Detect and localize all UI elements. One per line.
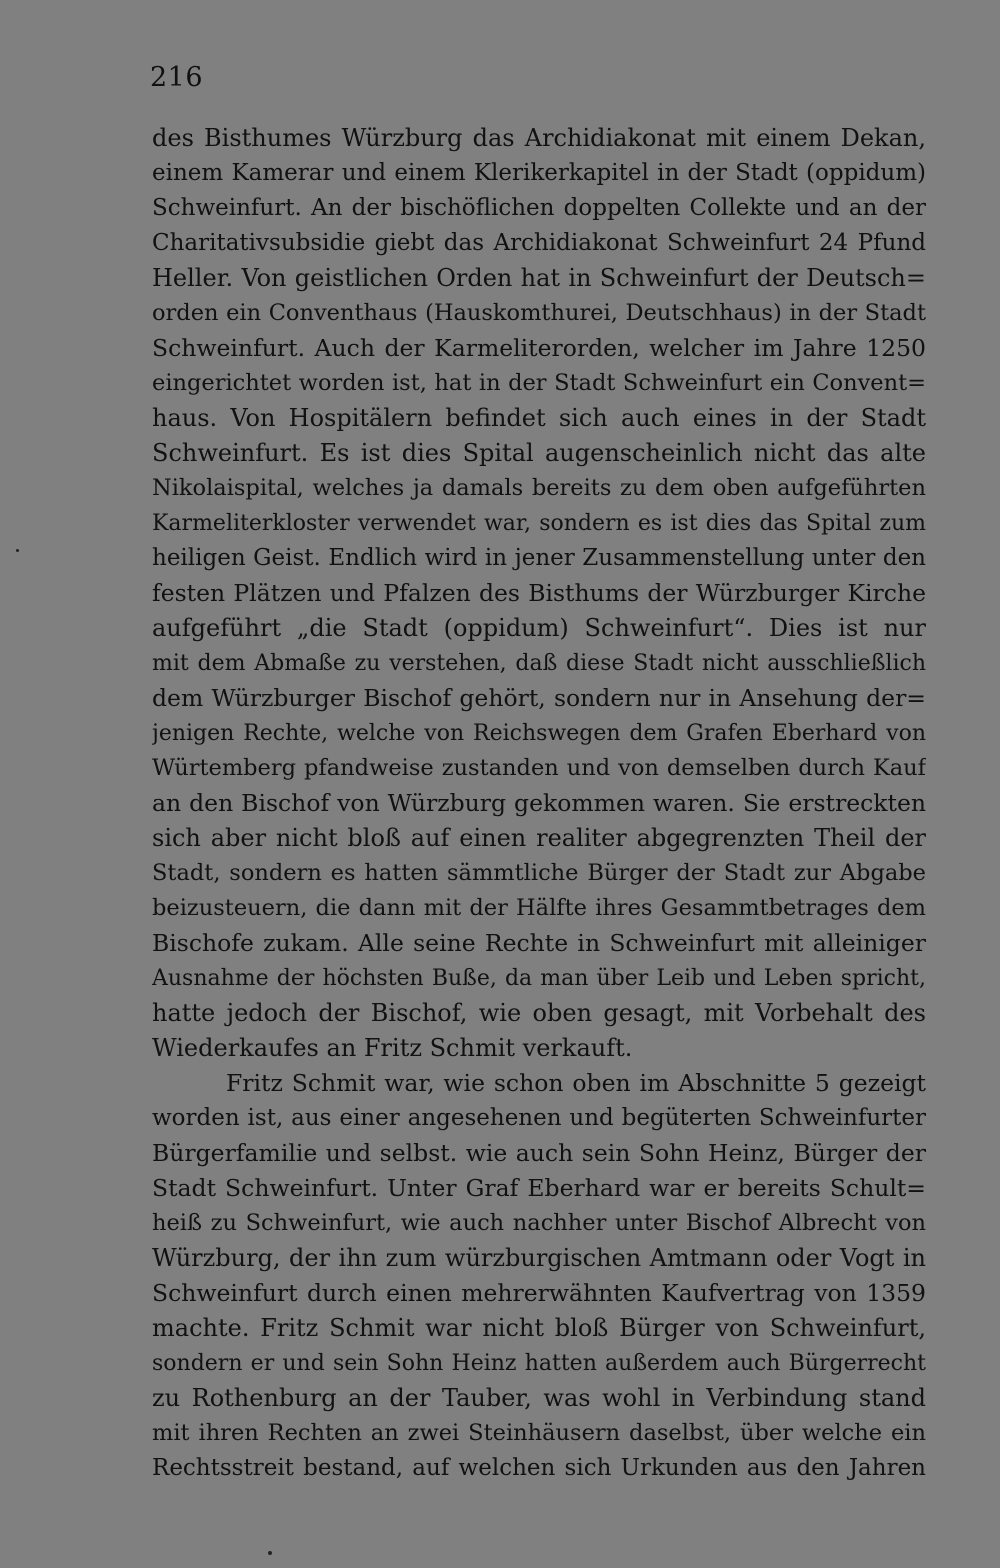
text-line: jenigen Rechte, welche von Reichswegen dem Grafen Eberhard von bbox=[152, 721, 926, 746]
text-line: Würzburg, der ihn zum würzburgischen Amtmann oder Vogt in bbox=[152, 1244, 926, 1272]
text-line: Charitativsubsidie giebt das Archidiakonat Schweinfurt 24 Pfund bbox=[152, 230, 926, 256]
text-line: Rechtsstreit bestand, auf welchen sich Urkunden aus den Jahren bbox=[152, 1455, 926, 1481]
text-line: mit dem Abmaße zu verstehen, daß diese Stadt nicht ausschließlich bbox=[152, 651, 926, 676]
text-line: Wiederkaufes an Fritz Schmit verkauft. bbox=[152, 1034, 633, 1062]
paper-speck bbox=[268, 1551, 272, 1555]
text-line: beizusteuern, die dann mit der Hälfte ihres Gesammtbetrages dem bbox=[152, 895, 926, 921]
text-line: Bürgerfamilie und selbst. wie auch sein Sohn Heinz, Bürger der bbox=[152, 1139, 926, 1167]
text-line: aufgeführt „die Stadt (oppidum) Schweinfurt“. Dies ist nur bbox=[152, 614, 926, 642]
text-line: Stadt Schweinfurt. Unter Graf Eberhard war er bereits Schult= bbox=[152, 1174, 926, 1202]
text-line: einem Kamerar und einem Klerikerkapitel in der Stadt (oppidum) bbox=[152, 160, 926, 186]
text-line: zu Rothenburg an der Tauber, was wohl in Verbindung stand bbox=[152, 1384, 926, 1412]
text-line: Stadt, sondern es hatten sämmtliche Bürger der Stadt zur Abgabe bbox=[152, 860, 926, 886]
text-line: worden ist, aus einer angesehenen und begüterten Schweinfurter bbox=[152, 1105, 926, 1131]
text-line: dem Würzburger Bischof gehört, sondern nur in Ansehung der= bbox=[152, 684, 926, 712]
text-line: Schweinfurt. An der bischöflichen doppelten Collekte und an der bbox=[152, 195, 926, 221]
text-line: eingerichtet worden ist, hat in der Stadt Schweinfurt ein Convent= bbox=[152, 370, 926, 396]
text-line: hatte jedoch der Bischof, wie oben gesagt, mit Vorbehalt des bbox=[152, 999, 926, 1027]
text-line: Fritz Schmit war, wie schon oben im Abschnitte 5 gezeigt bbox=[226, 1069, 926, 1097]
page-number: 216 bbox=[150, 62, 204, 93]
text-line: festen Plätzen und Pfalzen des Bisthums der Würzburger Kirche bbox=[152, 579, 926, 607]
text-line: heiß zu Schweinfurt, wie auch nachher unter Bischof Albrecht von bbox=[152, 1210, 926, 1236]
text-line: Ausnahme der höchsten Buße, da man über Leib und Leben spricht, bbox=[152, 966, 926, 991]
text-line: Heller. Von geistlichen Orden hat in Schweinfurt der Deutsch= bbox=[152, 264, 926, 292]
text-line: Nikolaispital, welches ja damals bereits zu dem oben aufgeführten bbox=[152, 475, 926, 501]
text-line: sich aber nicht bloß auf einen realiter abgegrenzten Theil der bbox=[152, 824, 926, 852]
text-line: Schweinfurt. Auch der Karmeliterorden, welcher im Jahre 1250 bbox=[152, 334, 926, 362]
text-line: Bischofe zukam. Alle seine Rechte in Schweinfurt mit alleiniger bbox=[152, 929, 926, 957]
text-line: Karmeliterkloster verwendet war, sondern es ist dies das Spital zum bbox=[152, 511, 926, 536]
text-line: haus. Von Hospitälern befindet sich auch eines in der Stadt bbox=[152, 404, 926, 432]
paper-speck bbox=[16, 549, 19, 552]
text-line: des Bisthumes Würzburg das Archidiakonat mit einem Dekan, bbox=[152, 124, 926, 152]
text-line: heiligen Geist. Endlich wird in jener Zusammenstellung unter den bbox=[152, 545, 926, 571]
text-line: Würtemberg pfandweise zustanden und von demselben durch Kauf bbox=[152, 755, 926, 781]
text-line: machte. Fritz Schmit war nicht bloß Bürger von Schweinfurt, bbox=[152, 1314, 926, 1342]
text-line: mit ihren Rechten an zwei Steinhäusern daselbst, über welche ein bbox=[152, 1420, 926, 1446]
text-line: sondern er und sein Sohn Heinz hatten außerdem auch Bürgerrecht bbox=[152, 1351, 926, 1376]
text-line: orden ein Conventhaus (Hauskomthurei, Deutschhaus) in der Stadt bbox=[152, 300, 926, 326]
body-text bbox=[152, 121, 926, 1486]
text-line: Schweinfurt. Es ist dies Spital augenscheinlich nicht das alte bbox=[152, 439, 926, 467]
text-line: an den Bischof von Würzburg gekommen waren. Sie erstreckten bbox=[152, 789, 926, 817]
text-line: Schweinfurt durch einen mehrerwähnten Kaufvertrag von 1359 bbox=[152, 1279, 926, 1307]
